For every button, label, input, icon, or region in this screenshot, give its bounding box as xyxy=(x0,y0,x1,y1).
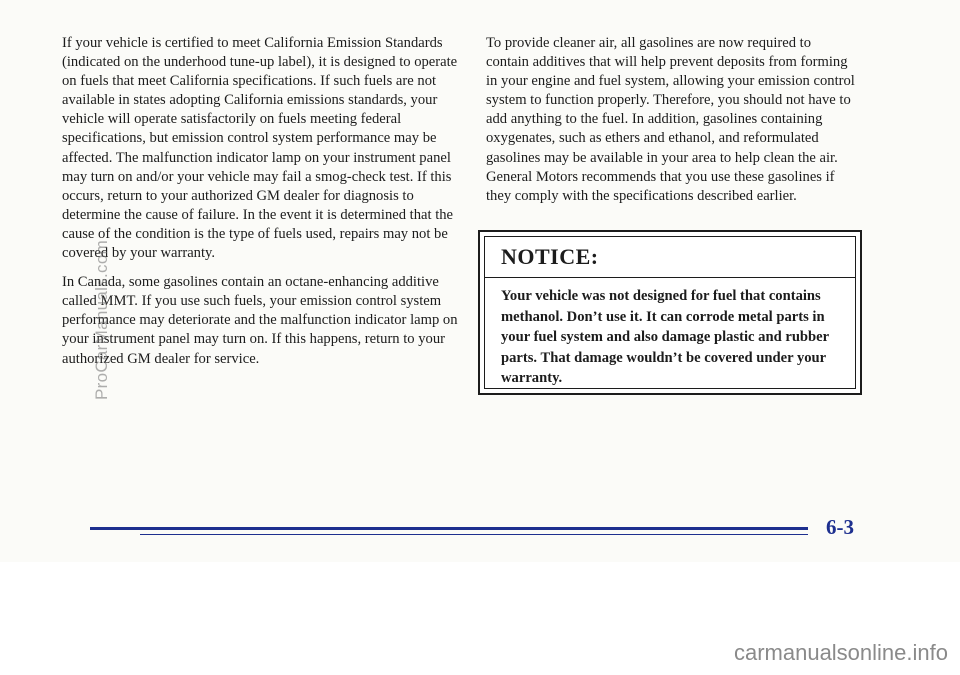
page-number: 6-3 xyxy=(826,515,854,539)
bottom-watermark[interactable]: carmanualsonline.info xyxy=(733,640,948,665)
right-column xyxy=(486,34,856,216)
notice-box xyxy=(478,230,862,395)
left-column xyxy=(62,34,462,379)
notice-body: Your vehicle was not designed for fuel that contains methanol. Don’t use it. It can corrode metal parts in your fuel system and also damage plastic and rubber parts. That damage wouldn’t be covered under your warranty. xyxy=(501,288,829,386)
notice-heading: NOTICE: xyxy=(485,237,855,278)
side-watermark: ProCarManuals.com xyxy=(92,239,111,400)
footer-rule-thin xyxy=(140,534,808,535)
footer-rule-thick xyxy=(90,527,808,530)
paragraph-canada-mmt: In Canada, some gasolines contain an octane-enhancing additive called MMT. If you use such fuels, your emission control system performance may deteriorate and the malfunction indicator lamp on your instrument panel may turn on. If this happens, return to your authorized GM dealer for service. xyxy=(62,274,458,367)
notice-inner-frame xyxy=(484,236,856,389)
paragraph-california-emission: If your vehicle is certified to meet California Emission Standards (indicated on the underhood tune-up label), it is designed to operate on fuels that meet California specifications. If such fuels are not available in states adopting California emissions standards, your vehicle will operate satisfactorily on fuels meeting federal specifications, but emission control system performance may be affected. The malfunction indicator lamp on your instrument panel may turn on and/or your vehicle may fail a smog-check test. If this occurs, return to your authorized GM dealer for diagnosis to determine the cause of failure. In the event it is determined that the cause of the condition is the type of fuels used, repairs may not be covered by your warranty. xyxy=(62,35,458,262)
paragraph-cleaner-air: To provide cleaner air, all gasolines are now required to contain additives that will help prevent deposits from forming in your engine and fuel system, allowing your emission control system to function properly. Therefore, you should not have to add anything to the fuel. In addition, gasolines containing oxygenates, such as ethers and ethanol, and reformulated gasolines may be available in your area to help clean the air. General Motors recommends that you use these gasolines if they comply with the specifications described earlier. xyxy=(486,35,855,204)
